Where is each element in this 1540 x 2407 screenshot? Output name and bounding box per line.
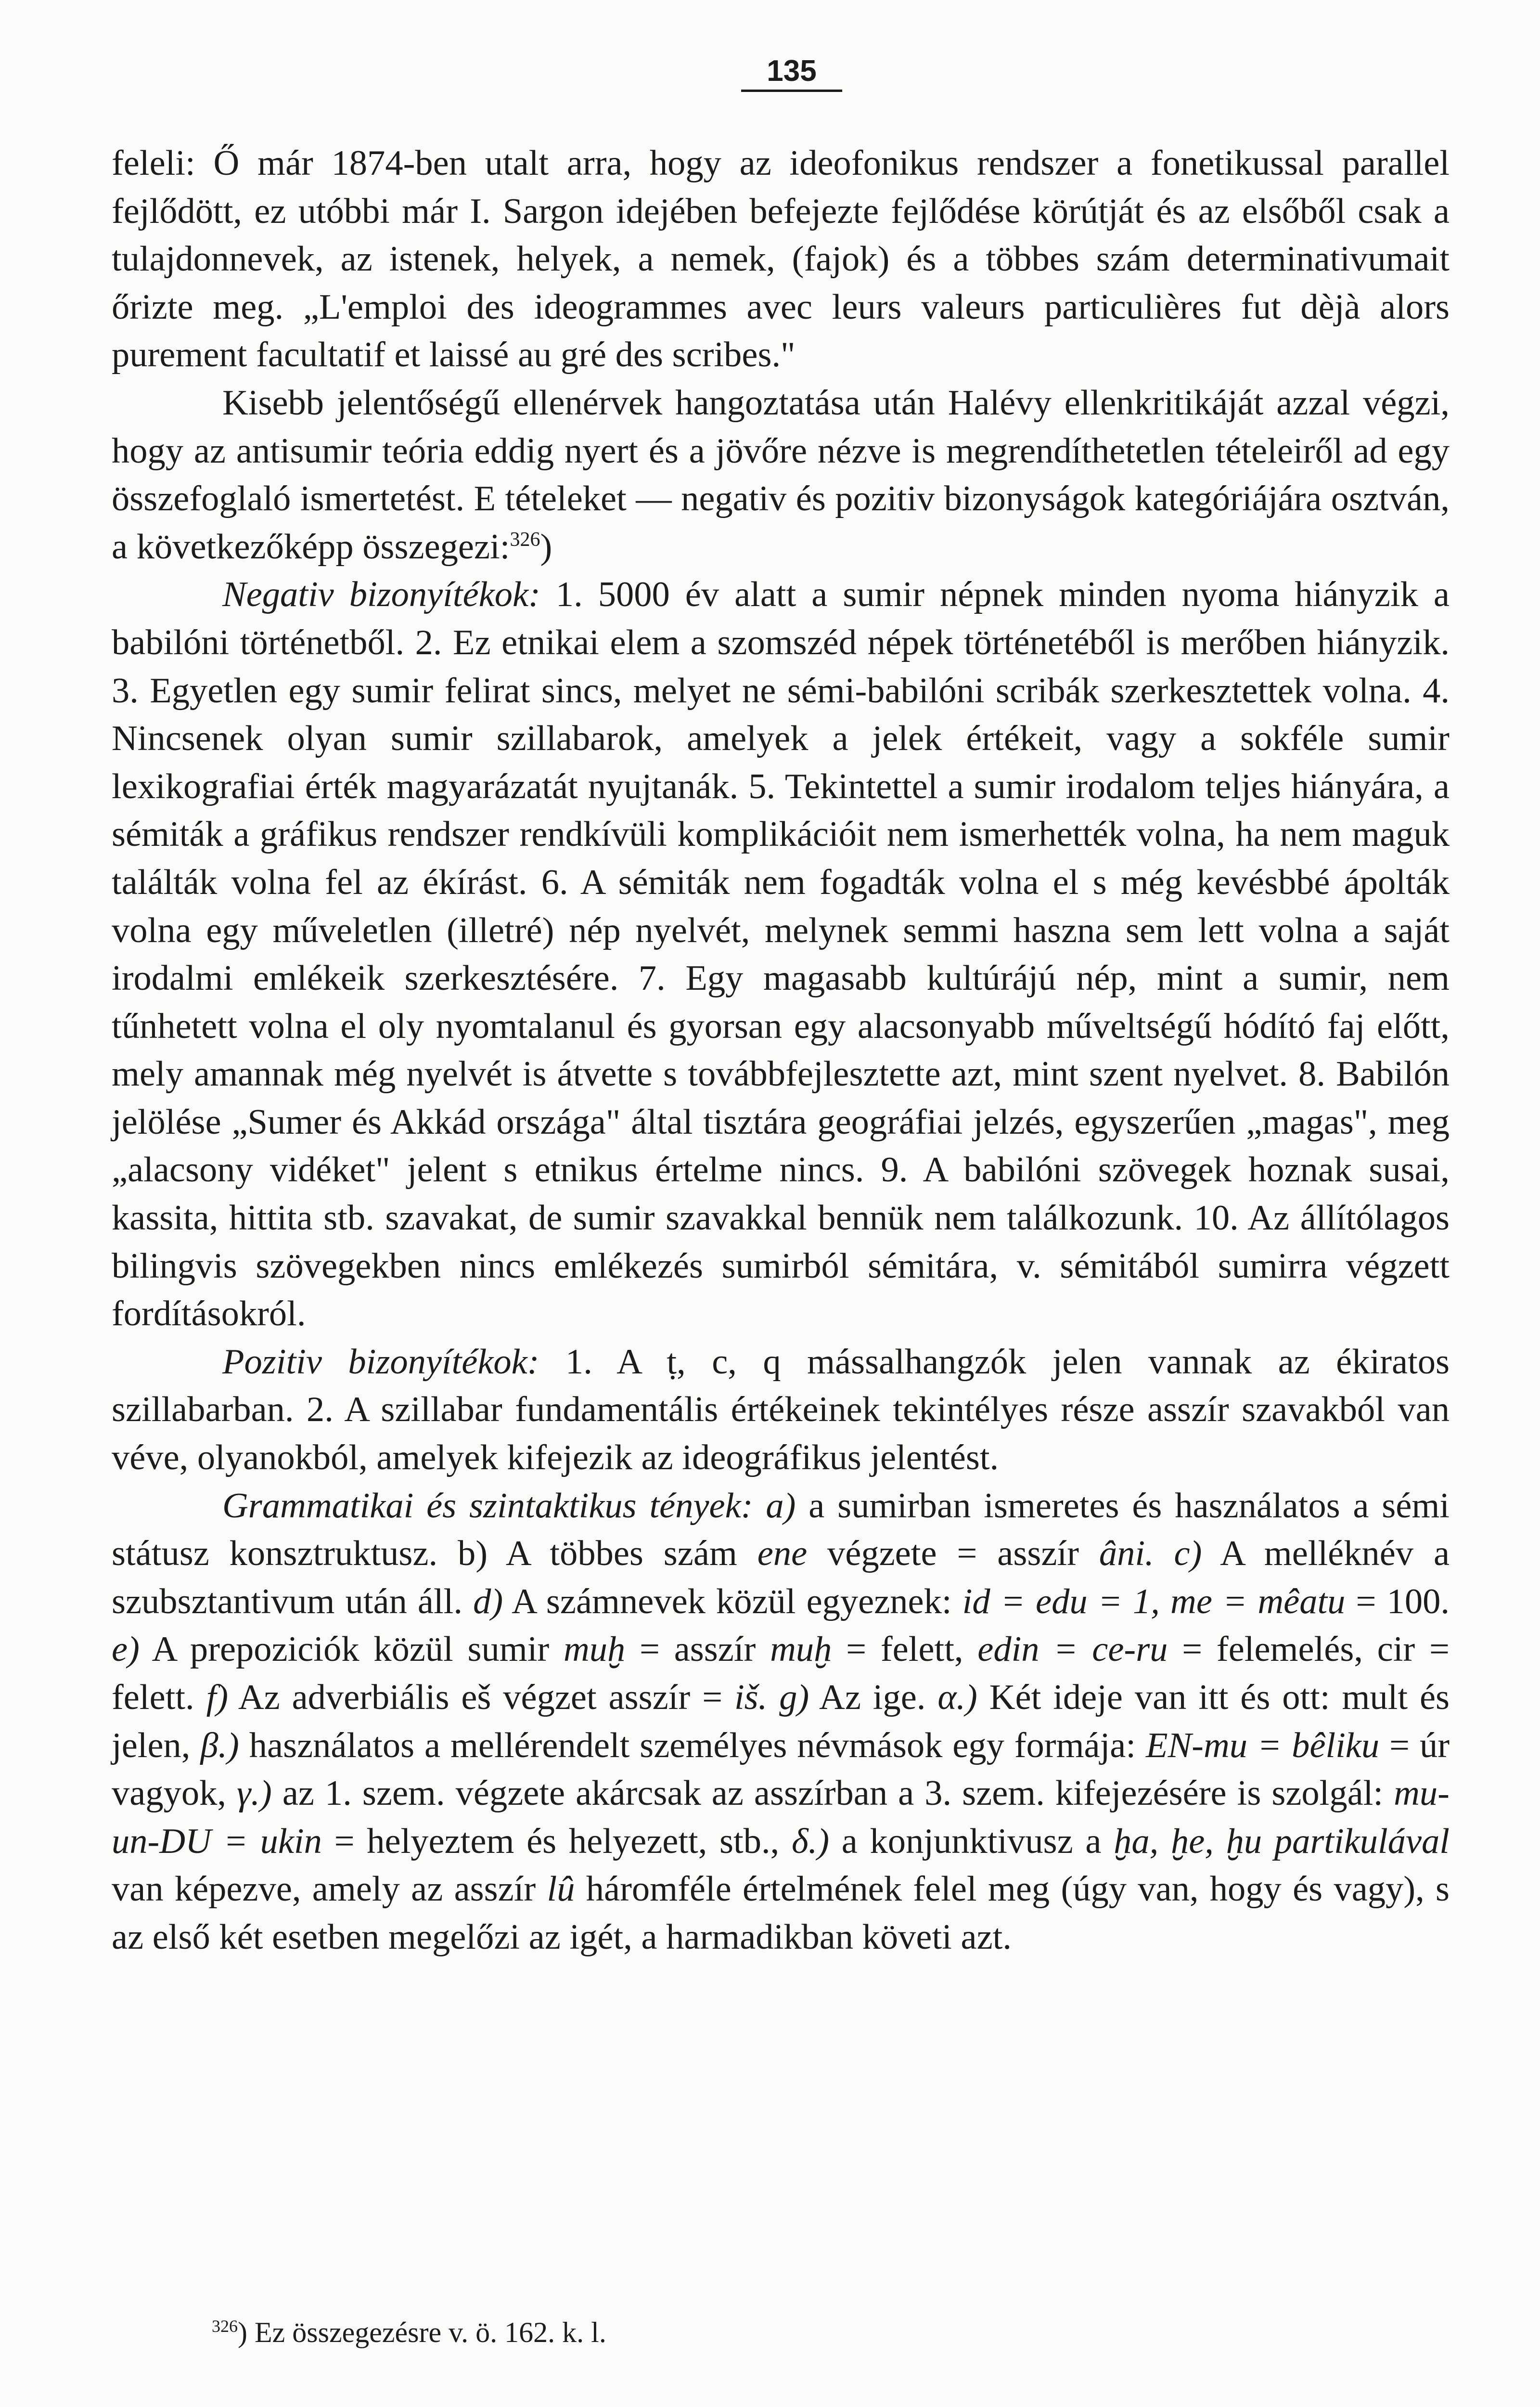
- negative-evidence-heading: Negativ bizonyítékok:: [222, 575, 540, 615]
- footnote-text: ) Ez összegezésre v. ö. 162. k. l.: [238, 2316, 606, 2348]
- grammar-segment: âni. c): [1099, 1534, 1202, 1574]
- paragraph-2: [112, 379, 1450, 571]
- paragraph-positive-evidence: [112, 1338, 1450, 1482]
- grammar-segment: mu-un-DU = ukin: [112, 1773, 1450, 1861]
- grammar-segment: a konjunktivusz a: [829, 1821, 1114, 1861]
- footnote: [212, 2313, 1367, 2352]
- grammar-segment: = 100.: [1345, 1581, 1450, 1621]
- paragraph-2-close: ): [540, 527, 552, 567]
- grammar-segment: végzete = asszír: [807, 1534, 1099, 1574]
- grammar-segment: Az adverbiális eš végzet asszír =: [228, 1678, 734, 1717]
- grammar-segment: e): [112, 1630, 140, 1669]
- grammar-segment: edin = ce-ru: [977, 1630, 1168, 1669]
- paragraph-negative-evidence: [112, 571, 1450, 1338]
- grammar-segment: β.): [200, 1725, 239, 1765]
- grammar-segment: lû: [547, 1869, 575, 1909]
- grammar-segment: = asszír: [625, 1630, 770, 1669]
- grammar-segment: δ.): [791, 1821, 830, 1861]
- positive-evidence-text: 1. A ṭ, c, q mássalhangzók jelen vannak az ékiratos szillabarban. 2. A szillabar fundamentális értékeinek tekintélyes része asszír szavakból van véve, olyanokból, amelyek kifejezik az ideográfikus jelentést.: [112, 1342, 1450, 1478]
- grammar-segment: γ.): [236, 1773, 272, 1813]
- grammar-segment: A melléknév a szubsztantivum után áll.: [112, 1534, 1450, 1621]
- grammar-segment: muḫ: [563, 1630, 626, 1669]
- grammar-segment: a): [766, 1486, 796, 1526]
- grammatical-facts-heading: Grammatikai és szintaktikus tények:: [222, 1486, 753, 1526]
- page-number-underline: [741, 90, 842, 92]
- grammar-segment: iš. g): [734, 1678, 809, 1717]
- grammar-segment: háromféle értelmének felel meg (úgy van, hogy és vagy), s az első két esetben megelőzi az igét, a harmadikban követi azt.: [112, 1869, 1450, 1957]
- paragraph-1: [112, 140, 1450, 379]
- footnote-number: 326: [212, 2316, 238, 2336]
- grammar-segment: d): [473, 1581, 503, 1621]
- grammar-segment: EN-mu = bêliku: [1145, 1725, 1380, 1765]
- grammar-segment: Az ige.: [809, 1678, 938, 1717]
- grammar-segment: = felett,: [832, 1630, 978, 1669]
- page-number: 135: [767, 54, 817, 88]
- grammar-segment: használatos a mellérendelt személyes névmások egy formája:: [239, 1725, 1146, 1765]
- grammar-segment: = felemelés, cir = felett.: [112, 1630, 1450, 1717]
- body-text: [112, 140, 1450, 1962]
- grammar-segment: az 1. szem. végzete akárcsak az asszírban a 3. szem. kifejezésére is szolgál:: [271, 1773, 1394, 1813]
- grammar-segment: f): [206, 1678, 229, 1717]
- grammar-segment: id = edu = 1, me = mêatu: [962, 1581, 1346, 1621]
- grammar-segment: α.): [937, 1678, 977, 1717]
- grammar-segment: Két ideje van itt és ott: mult és jelen,: [112, 1678, 1450, 1765]
- paragraph-2-text: Kisebb jelentőségű ellenérvek hangoztatása után Halévy ellenkritikáját azzal végzi, hogy az antisumir teória eddig nyert és a jövőre nézve is megrendíthetetlen tételeiről ad egy összefoglaló ismertetést. E tételeket — negativ és pozitiv bizonyságok kategóriájára osztván, a következőképp összegezi:: [112, 383, 1450, 567]
- negative-evidence-text: 1. 5000 év alatt a sumir népnek minden nyoma hiányzik a babilóni történetből. 2. Ez etnikai elem a szomszéd népek történetéből is merőben hiányzik. 3. Egyetlen egy sumir felirat sincs, melyet ne sémi-babilóni scribák szerkesztettek volna. 4. Nincsenek olyan sumir szillabarok, amelyek a jelek értékeit, vagy a sokféle sumir lexikografiai érték magyarázatát nyujtanák. 5. Tekintettel a sumir irodalom teljes hiányára, a sémiták a gráfikus rendszer rendkívüli komplikációit nem ismerhették volna, ha nem maguk találták volna fel az ékírást. 6. A sémiták nem fogadták volna el s még kevésbbé ápolták volna egy műveletlen (illetré) nép nyelvét, melynek semmi haszna sem lett volna a saját irodalmi emlékeik szerkesztésére. 7. Egy magasabb kultúrájú nép, mint a sumir, nem tűnhetett volna el oly nyomtalanul és gyorsan egy alacsonyabb műveltségű hódító faj előtt, mely amannak még nyelvét is átvette s továbbfejlesztette azt, mint szent nyelvet. 8. Babilón jelölése „Sumer és Akkád országa" által tisztára geográfiai jelzés, egyszerűen „magas", meg „alacsony vidéket" jelent s etnikus értelme nincs. 9. A babilóni szövegek hoznak susai, kassita, hittita stb. szavakat, de sumir szavakkal bennük nem találkozunk. 10. Az állítólagos bilingvis szövegekben nincs emlékezés sumirból sémitára, v. sémitából sumirra végzett fordításokról.: [112, 575, 1450, 1334]
- grammar-segment: ene: [757, 1534, 808, 1574]
- grammar-segment: ḫa, ḫe, ḫu partikulával: [1114, 1821, 1450, 1861]
- grammar-segment: = úr vagyok,: [112, 1725, 1450, 1813]
- grammar-segment: A számnevek közül egyeznek:: [503, 1581, 962, 1621]
- grammatical-facts-text: [112, 1486, 1450, 1957]
- paragraph-1-text: feleli: Ő már 1874-ben utalt arra, hogy az ideofonikus rendszer a fonetikussal parallel fejlődött, ez utóbbi már I. Sargon idejében befejezte fejlődése körútját és az elsőből csak a tulajdonnevek, az istenek, helyek, a nemek, (fajok) és a többes szám determinativumait őrizte meg. „L'emploi des ideogrammes avec leurs valeurs particulières fut dèjà alors purement facultatif et laissé au gré des scribes.": [112, 143, 1450, 375]
- grammar-segment: = helyeztem és helyezett, stb.,: [321, 1821, 792, 1861]
- grammar-segment: A prepoziciók közül sumir: [139, 1630, 564, 1669]
- paragraph-grammatical-facts: [112, 1482, 1450, 1962]
- grammar-segment: van képezve, amely az asszír: [112, 1869, 547, 1909]
- footnote-reference[interactable]: 326: [510, 528, 540, 551]
- grammar-segment: muḫ: [770, 1630, 832, 1669]
- grammar-segment: a sumirban ismeretes és használatos a sémi státusz konsztruktusz. b) A többes szám: [112, 1486, 1450, 1574]
- positive-evidence-heading: Pozitiv bizonyítékok:: [222, 1342, 539, 1382]
